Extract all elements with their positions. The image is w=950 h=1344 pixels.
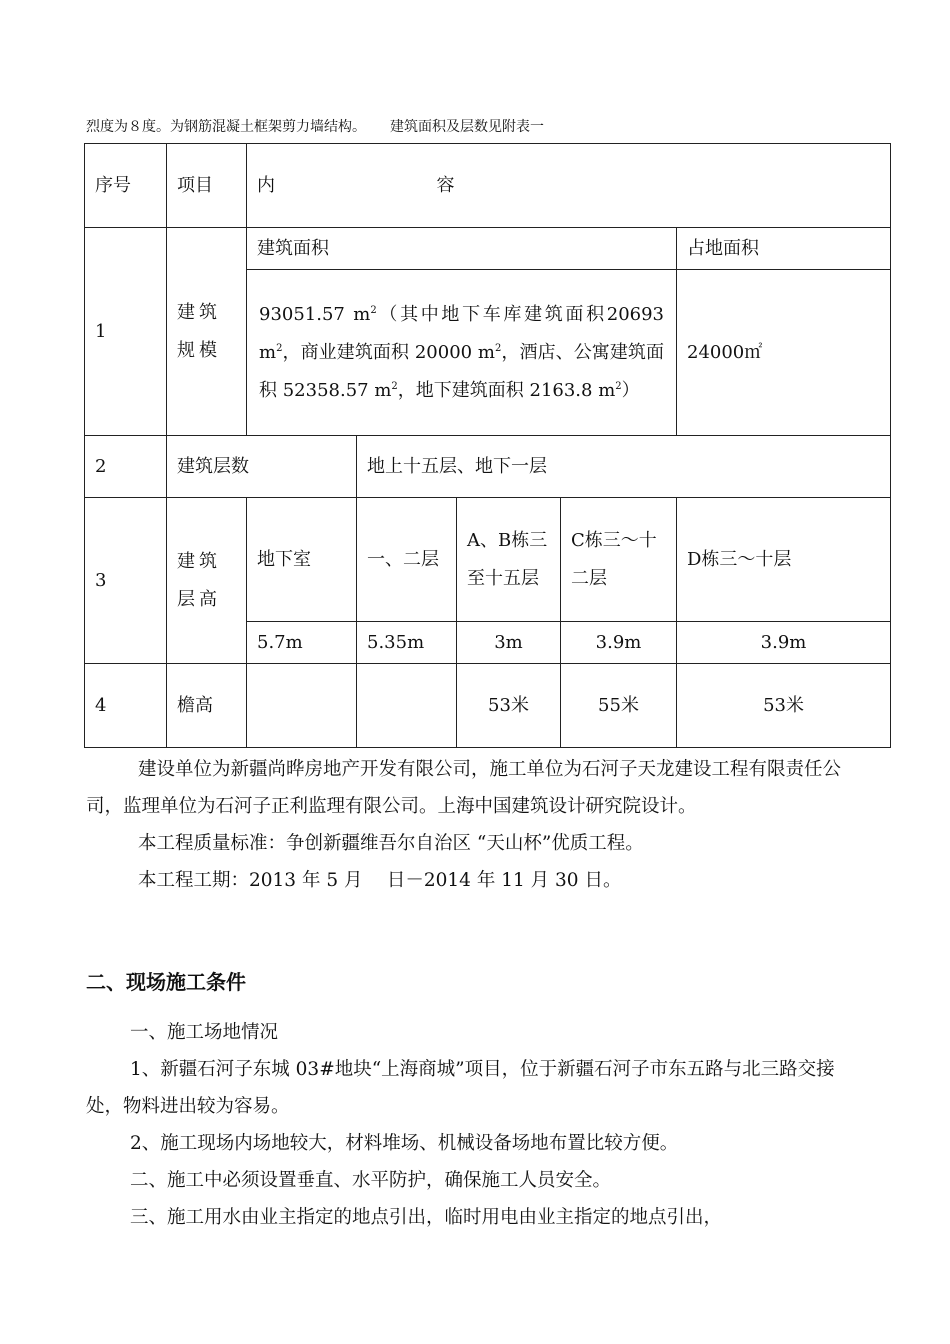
row3-val-d: 3.9m [677,622,891,664]
row3-col-ab: A、B栋三至十五层 [457,498,561,622]
sup-mark: 2 [494,342,502,354]
row4-val-c: 55米 [561,664,677,748]
row3-val-basement: 5.7m [247,622,357,664]
row2-value: 地上十五层、地下一层 [357,436,891,498]
table-row [85,664,891,748]
sup-mark: 2 [370,304,377,316]
header-content-left: 内 [257,174,275,196]
row2-item: 建筑层数 [167,436,357,498]
row4-val-ab: 53米 [457,664,561,748]
area-total: 93051.57 m [259,303,371,325]
row3-col-basement: 地下室 [247,498,357,622]
section-item-utilities: 三、施工用水由业主指定的地点引出，临时用电由业主指定的地点引出， [130,1207,723,1228]
area-close: ） [621,379,640,401]
row3-item: 建筑层高 [167,498,247,664]
section-title: 二、现场施工条件 [86,970,246,994]
row3-col-d: D栋三～十层 [677,498,891,622]
intro-part-1: 烈度为８度。为钢筋混凝土框架剪力墙结构。 [86,119,366,135]
spec-table [84,143,891,748]
area-garage: （其中地下车库建筑面积20693 m [259,303,664,363]
header-item: 项目 [167,144,247,228]
header-content-right: 容 [436,174,455,196]
row4-no: 4 [85,664,167,748]
intro-line [86,116,544,136]
table-row [85,498,891,622]
row1-land-label: 占地面积 [677,228,891,270]
row3-no: 3 [85,498,167,664]
row1-item: 建筑规模 [167,228,247,436]
section-item-space: 2、施工现场内场地较大，材料堆场、机械设备场地布置比较方便。 [130,1133,679,1154]
row4-val-d: 53米 [677,664,891,748]
row4-item: 檐高 [167,664,247,748]
sup-mark: 2 [615,380,622,392]
row3-col-c: C栋三～十二层 [561,498,677,622]
paragraph-parties: 建设单位为新疆尚晔房地产开发有限公司，施工单位为石河子天龙建设工程有限责任公司，监理单位为石河子正利监理有限公司。上海中国建筑设计研究院设计。 [86,759,842,817]
row4-val-2 [357,664,457,748]
table-header-row [85,144,891,228]
section-item-site: 一、施工场地情况 [130,1022,279,1043]
row1-area-label: 建筑面积 [247,228,677,270]
section-item-location: 1、新疆石河子东城 03#地块“上海商城”项目，位于新疆石河子市东五路与北三路交接处，物料进出较为容易。 [86,1059,835,1117]
row3-col-floor1-2: 一、二层 [357,498,457,622]
intro-part-2: 建筑面积及层数见附表一 [390,119,544,135]
table-row [85,436,891,498]
header-no: 序号 [85,144,167,228]
row1-land-value: 24000㎡ [677,270,891,436]
row1-no: 1 [85,228,167,436]
paragraph-quality: 本工程质量标准：争创新疆维吾尔自治区 “天山杯”优质工程。 [138,833,644,854]
paragraph-block [86,751,866,899]
row3-val-floor1-2: 5.35m [357,622,457,664]
area-underground: ，地下建筑面积 2163.8 m [397,379,616,401]
header-content [247,144,891,228]
sup-mark: 2 [391,380,398,392]
row2-no: 2 [85,436,167,498]
row3-val-c: 3.9m [561,622,677,664]
sup-mark: 2 [276,342,283,354]
row4-val-1 [247,664,357,748]
section-body [86,1014,866,1236]
section-item-protection: 二、施工中必须设置垂直、水平防护，确保施工人员安全。 [130,1170,612,1191]
table-row [85,228,891,270]
row3-val-ab: 3m [457,622,561,664]
row1-area-text [247,270,677,436]
area-hotel: ，酒店、公寓建筑面积 52358.57 m [259,341,665,401]
paragraph-schedule: 本工程工期：2013 年 5 月 日－2014 年 11 月 30 日。 [138,870,622,891]
area-commercial: ，商业建筑面积 20000 m [282,341,495,363]
